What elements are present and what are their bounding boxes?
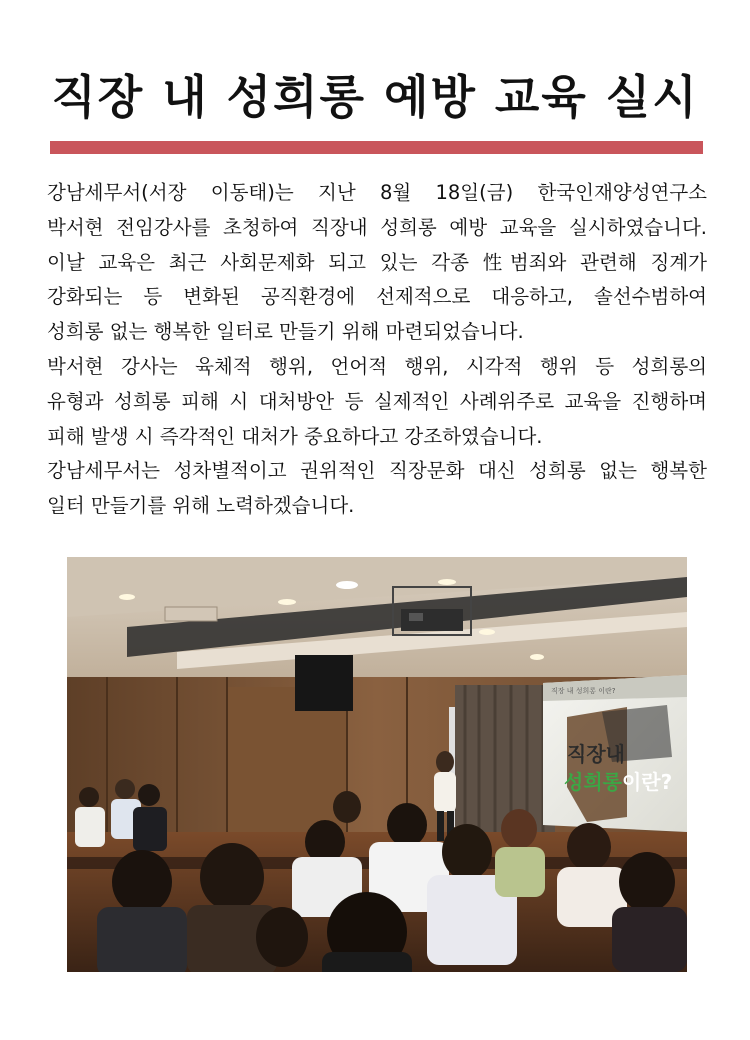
- article-body: [47, 176, 707, 524]
- page-title: 직장 내 성희롱 예방 교육 실시: [51, 70, 699, 124]
- body-line: 강화되는 등 변화된 공직환경에 선제적으로 대응하고, 솔선수범하여: [47, 285, 707, 309]
- body-line: 박서현 전임강사를 초청하여 직장내 성희롱 예방 교육을 실시하였습니다.: [47, 215, 707, 239]
- lecture-photo-illustration: [67, 557, 687, 972]
- body-line: 피해 발생 시 즉각적인 대처가 중요하다고 강조하였습니다.: [47, 424, 543, 448]
- body-line: 강남세무서는 성차별적이고 권위적인 직장문화 대신 성희롱 없는 행복한: [47, 459, 707, 483]
- body-line: 강남세무서(서장 이동태)는 지난 8월 18일(금) 한국인재양성연구소: [47, 181, 707, 204]
- slide-line-2: [564, 770, 672, 794]
- body-line: 이날 교육은 최근 사회문제화 되고 있는 각종 性범죄와 관련해 징계가: [47, 250, 707, 274]
- lecture-photo: [67, 557, 687, 972]
- body-line: 유형과 성희롱 피해 시 대처방안 등 실제적인 사례위주로 교육을 진행하며: [47, 389, 707, 413]
- body-line: 일터 만들기를 위해 노력하겠습니다.: [47, 494, 355, 518]
- body-line: 박서현 강사는 육체적 행위, 언어적 행위, 시각적 행위 등 성희롱의: [47, 354, 707, 378]
- slide-line-1: 직장내: [567, 742, 625, 766]
- body-line: 성희롱 없는 행복한 일터로 만들기 위해 마련되었습니다.: [47, 320, 524, 344]
- slide-small-title: 직장 내 성희롱 이란?: [551, 687, 616, 695]
- title-underline: [50, 141, 703, 154]
- slide-rest-word: 이란?: [621, 770, 673, 794]
- slide-accent-word: 성희롱: [564, 770, 622, 794]
